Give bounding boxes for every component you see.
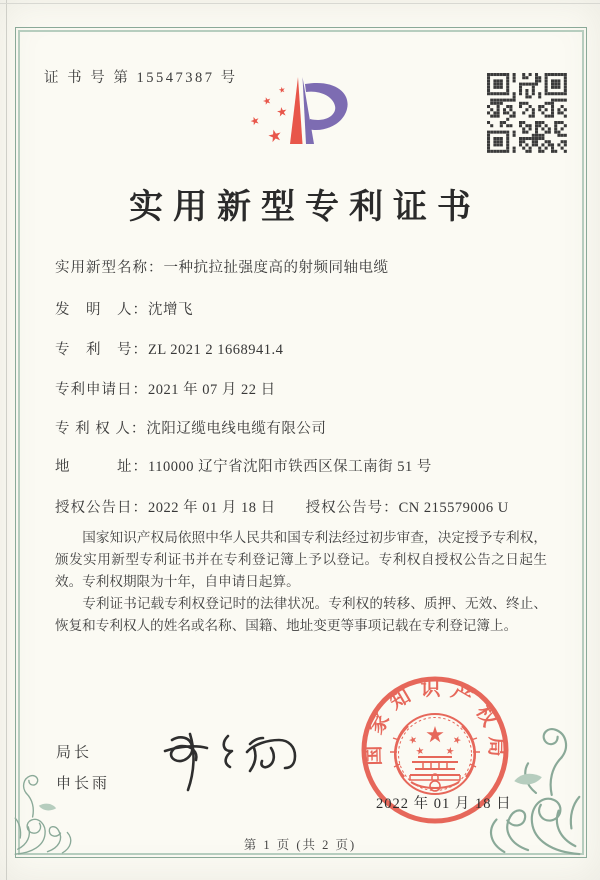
field-value: 一种抗拉扯强度高的射频同轴电缆 bbox=[163, 260, 389, 276]
field-value: 2021 年 07 月 22 日 bbox=[148, 382, 276, 398]
commissioner-title: 局长 bbox=[56, 745, 93, 761]
field-row-filing-date bbox=[55, 378, 560, 399]
page-footer: 第 1 页 (共 2 页) bbox=[243, 838, 357, 852]
legal-paragraph-1: 国家知识产权局依照中华人民共和国专利法经过初步审查，决定授予专利权，颁发实用新型专利证书并在专利登记簿上予以登记。专利权自授权公告之日起生效。专利权期限为十年，自申请日起算。 bbox=[55, 530, 547, 590]
field-value: 2022 年 01 月 18 日 bbox=[148, 500, 276, 516]
field-row-patent-number bbox=[55, 338, 560, 359]
field-row-grant bbox=[55, 496, 560, 517]
scan-edge bbox=[6, 0, 7, 880]
field-label: 授权公告号： bbox=[305, 500, 399, 516]
seal-agency-text: 国家知识产权局 bbox=[362, 678, 508, 766]
field-label: 地 址： bbox=[55, 459, 148, 475]
scan-edge bbox=[0, 3, 600, 4]
field-label: 专 利 权 人： bbox=[55, 421, 147, 437]
field-row-address bbox=[55, 455, 560, 476]
handwritten-signature-icon bbox=[150, 722, 310, 806]
seal-date: 2022 年 01 月 18 日 bbox=[376, 796, 512, 812]
field-label: 专 利 号： bbox=[55, 342, 148, 358]
field-row-inventor bbox=[55, 298, 560, 319]
field-label: 专利申请日： bbox=[55, 382, 148, 398]
certificate-title: 实用新型专利证书 bbox=[129, 189, 481, 226]
field-label: 发 明 人： bbox=[55, 302, 148, 318]
legal-text bbox=[55, 527, 547, 637]
field-label: 实用新型名称： bbox=[55, 260, 164, 276]
legal-paragraph-2: 专利证书记载专利权登记时的法律状况。专利权的转移、质押、无效、终止、恢复和专利权人的姓名或名称、国籍、地址变更等事项记载在专利登记簿上。 bbox=[55, 596, 547, 634]
svg-text:国家知识产权局 bbox=[362, 677, 508, 766]
field-value: ZL 2021 2 1668941.4 bbox=[148, 342, 284, 358]
field-label: 授权公告日： bbox=[55, 500, 148, 516]
qr-code-icon bbox=[487, 73, 567, 153]
field-value: 110000 辽宁省沈阳市铁西区保工南街 51 号 bbox=[148, 459, 432, 475]
field-value: 沈阳辽缆电线电缆有限公司 bbox=[146, 421, 327, 437]
field-row-name bbox=[55, 256, 560, 277]
commissioner-name: 申长雨 bbox=[56, 776, 111, 792]
cnipa-logo-icon bbox=[238, 64, 362, 160]
field-row-patentee bbox=[55, 417, 560, 438]
field-value: 沈增飞 bbox=[148, 302, 193, 318]
field-value: CN 215579006 U bbox=[398, 500, 509, 516]
certificate-number: 证 书 号 第 15547387 号 bbox=[44, 70, 238, 86]
corner-ornament-left-icon bbox=[14, 768, 76, 856]
official-seal-icon bbox=[348, 662, 522, 842]
